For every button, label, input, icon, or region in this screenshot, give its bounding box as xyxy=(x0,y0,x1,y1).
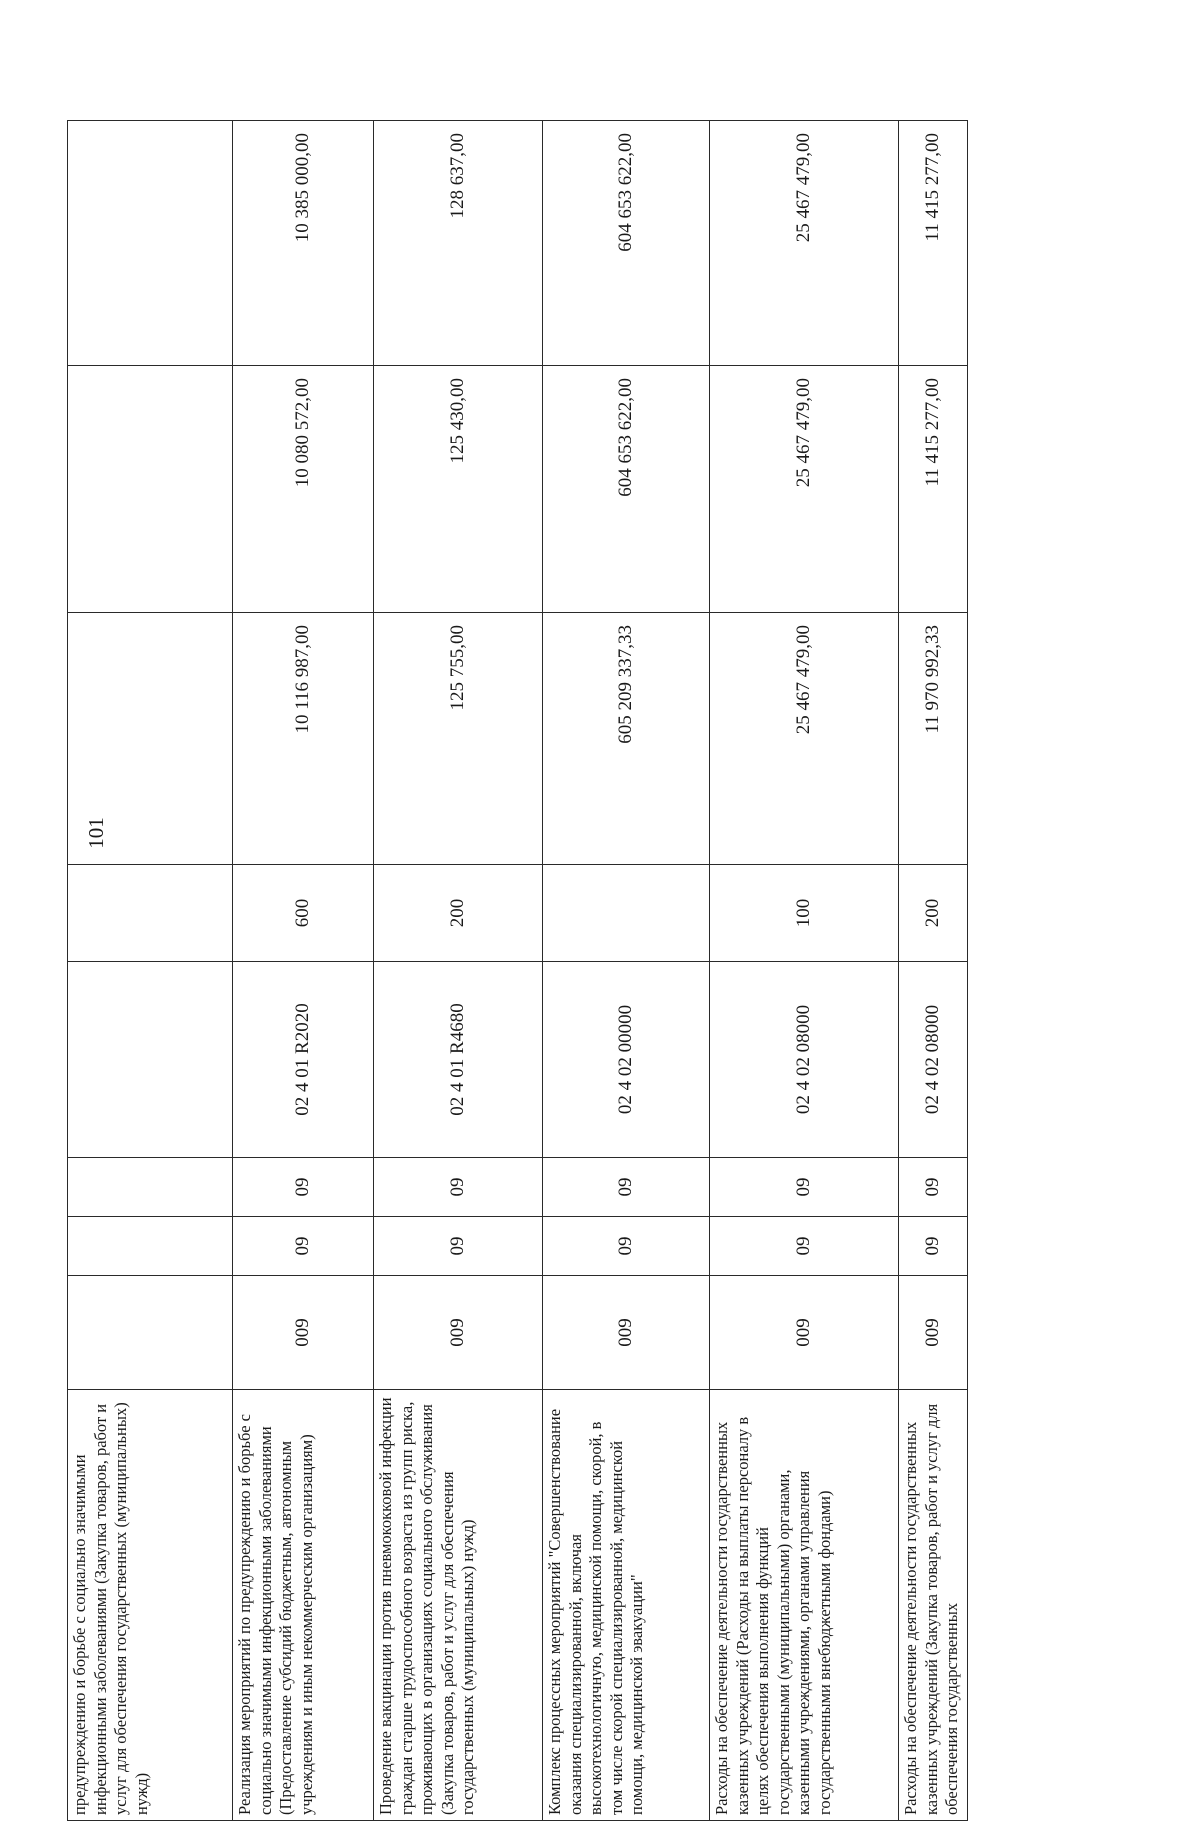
amount-year-2: 25 467 479,00 xyxy=(710,366,899,613)
section-code: 09 xyxy=(374,1217,543,1276)
row-description: Проведение вакцинации против пневмококковой инфекции граждан старше трудоспособного возраста из групп риска, проживающих в организациях социального обслуживания (Закупка товаров, работ и услуг для обеспечения государственных (муниципальных) нужд) xyxy=(374,1390,543,1821)
table-row xyxy=(899,121,968,1821)
target-article-code: 02 4 02 00000 xyxy=(543,962,710,1158)
amount-year-2: 11 415 277,00 xyxy=(899,366,968,613)
amount-year-1: 10 116 987,00 xyxy=(233,613,374,865)
amount-year-3: 11 415 277,00 xyxy=(899,121,968,366)
amount-year-3: 10 385 000,00 xyxy=(233,121,374,366)
table-row xyxy=(543,121,710,1821)
expense-type-code: 600 xyxy=(233,865,374,962)
ministry-code: 009 xyxy=(543,1276,710,1390)
row-description: предупреждению и борьбе с социально значимыми инфекционными заболеваниями (Закупка товаров, работ и услуг для обеспечения государственных (муниципальных) нужд) xyxy=(68,1390,233,1821)
page-number: 101 xyxy=(84,817,108,849)
amount-year-3: 128 637,00 xyxy=(374,121,543,366)
table-body xyxy=(68,121,968,1821)
row-description: Расходы на обеспечение деятельности государственных казенных учреждений (Закупка товаров, работ и услуг для обеспечения государственных xyxy=(899,1390,968,1821)
expense-type-code: 200 xyxy=(899,865,968,962)
expense-type-code: 100 xyxy=(710,865,899,962)
ministry-code: 009 xyxy=(374,1276,543,1390)
table-row xyxy=(710,121,899,1821)
ministry-code: 009 xyxy=(233,1276,374,1390)
section-code xyxy=(68,1217,233,1276)
row-description: Реализация мероприятий по предупреждению и борьбе с социально значимыми инфекционными заболеваниями (Предоставление субсидий бюджетным, автономным учреждениям и иным некоммерческим организациям) xyxy=(233,1390,374,1821)
amount-year-3 xyxy=(68,121,233,366)
target-article-code: 02 4 02 08000 xyxy=(899,962,968,1158)
target-article-code: 02 4 02 08000 xyxy=(710,962,899,1158)
table-row xyxy=(374,121,543,1821)
amount-year-3: 604 653 622,00 xyxy=(543,121,710,366)
amount-year-1: 25 467 479,00 xyxy=(710,613,899,865)
section-code: 09 xyxy=(543,1217,710,1276)
amount-year-2: 604 653 622,00 xyxy=(543,366,710,613)
subsection-code: 09 xyxy=(233,1158,374,1217)
target-article-code: 02 4 01 R4680 xyxy=(374,962,543,1158)
subsection-code: 09 xyxy=(374,1158,543,1217)
subsection-code: 09 xyxy=(710,1158,899,1217)
section-code: 09 xyxy=(710,1217,899,1276)
row-description: Комплекс процессных мероприятий "Совершенствование оказания специализированной, включая высокотехнологичную, медицинской помощи, скорой, в том числе скорой специализированной, медицинской помощи, медицинской эвакуации" xyxy=(543,1390,710,1821)
subsection-code: 09 xyxy=(543,1158,710,1217)
amount-year-2: 125 430,00 xyxy=(374,366,543,613)
budget-table xyxy=(67,120,968,1821)
expense-type-code xyxy=(543,865,710,962)
target-article-code xyxy=(68,962,233,1158)
subsection-code: 09 xyxy=(899,1158,968,1217)
section-code: 09 xyxy=(233,1217,374,1276)
ministry-code: 009 xyxy=(899,1276,968,1390)
table-row xyxy=(233,121,374,1821)
section-code: 09 xyxy=(899,1217,968,1276)
amount-year-2: 10 080 572,00 xyxy=(233,366,374,613)
amount-year-1: 11 970 992,33 xyxy=(899,613,968,865)
amount-year-1: 605 209 337,33 xyxy=(543,613,710,865)
amount-year-1: 125 755,00 xyxy=(374,613,543,865)
budget-table-rotated xyxy=(67,121,967,1821)
row-description: Расходы на обеспечение деятельности государственных казенных учреждений (Расходы на выплаты персоналу в целях обеспечения выполнения функций государственными (муниципальными) органами, казенными учреждениями, органами управления государственными внебюджетными фондами) xyxy=(710,1390,899,1821)
amount-year-3: 25 467 479,00 xyxy=(710,121,899,366)
table-row xyxy=(68,121,233,1821)
ministry-code: 009 xyxy=(710,1276,899,1390)
target-article-code: 02 4 01 R2020 xyxy=(233,962,374,1158)
expense-type-code xyxy=(68,865,233,962)
amount-year-2 xyxy=(68,366,233,613)
ministry-code xyxy=(68,1276,233,1390)
subsection-code xyxy=(68,1158,233,1217)
expense-type-code: 200 xyxy=(374,865,543,962)
amount-year-1 xyxy=(68,613,233,865)
